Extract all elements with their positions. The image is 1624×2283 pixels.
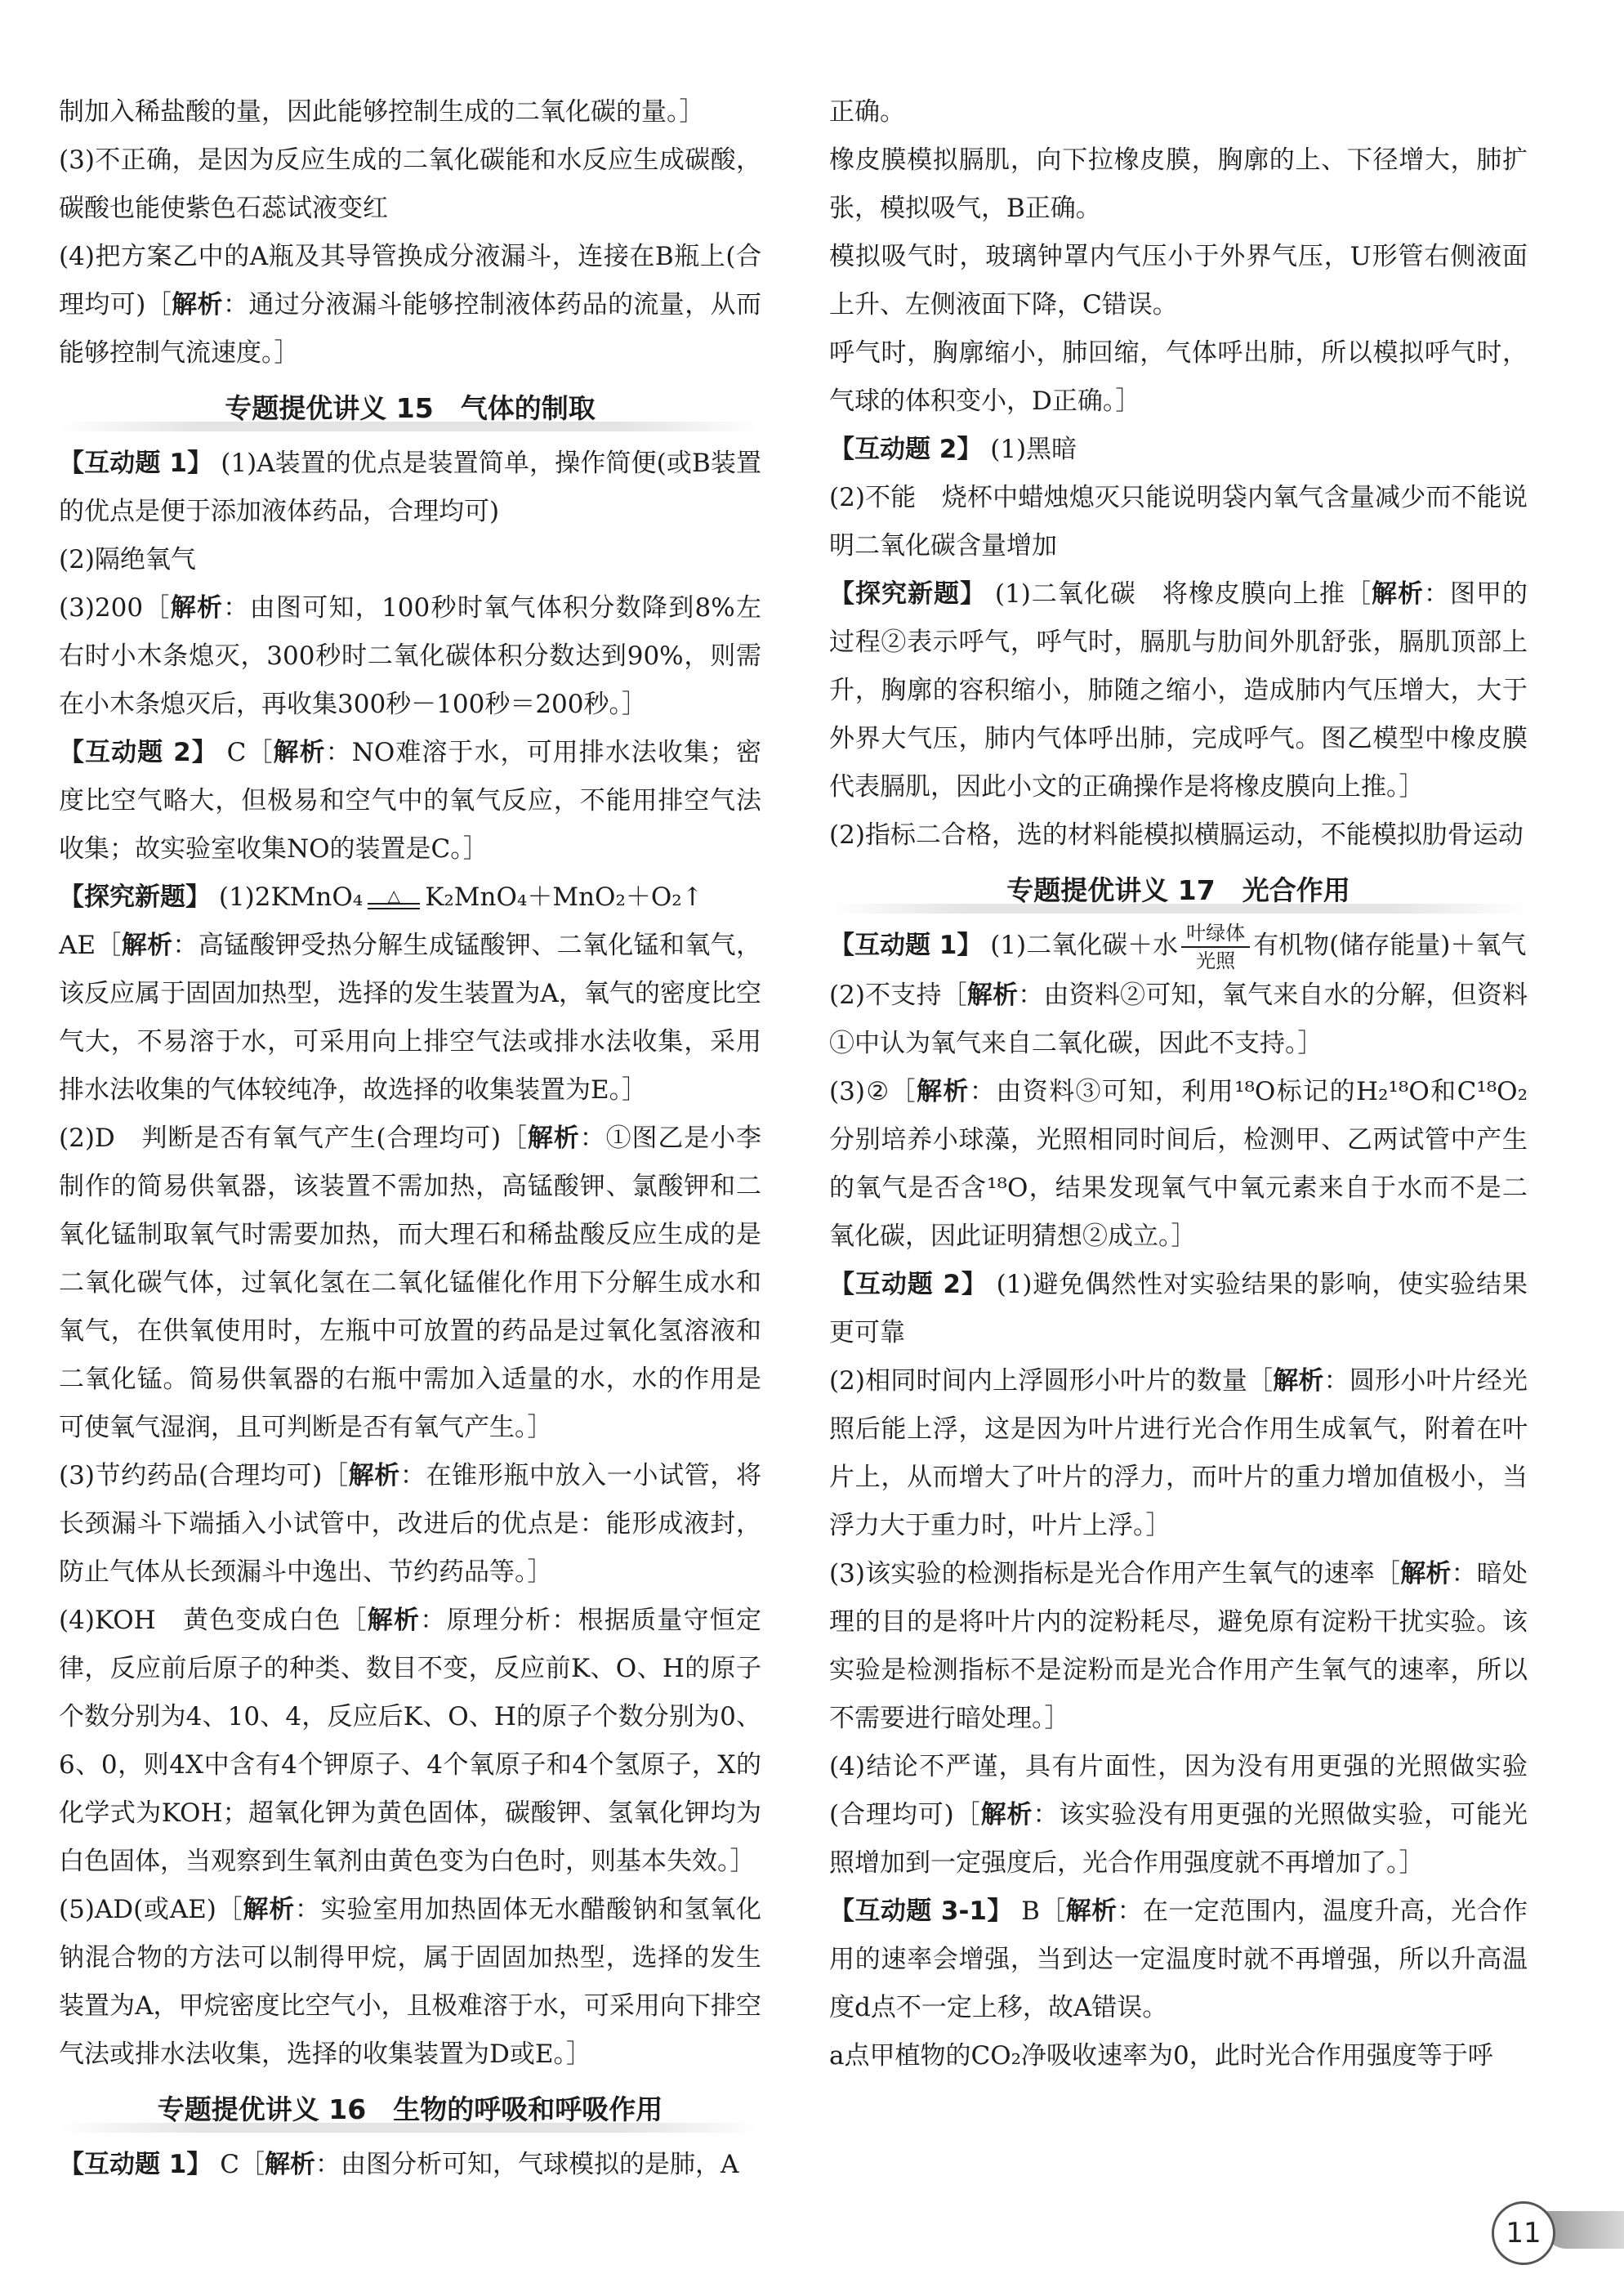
- heating-condition: [368, 885, 420, 909]
- analysis-label: 解析: [527, 1124, 580, 1153]
- answer-paragraph: [829, 474, 1528, 570]
- analysis-text: ：在一定范围内，温度升高，光合作用的速率会增强，当到达一定温度时就不再增强，所以升高温度d点不一定上移，故A错误。: [829, 1896, 1528, 2022]
- answer-text: (4)结论不严谨，具有片面性，因为没有用更强的光照做实验(合理均可)［: [829, 1751, 1528, 1830]
- analysis-label: 解析: [121, 931, 173, 960]
- answer-text: (2)隔绝氧气: [59, 545, 196, 574]
- analysis-text: ：由资料③可知，利用¹⁸O标记的H₂¹⁸O和C¹⁸O₂分别培养小球藻，光照相同时间后，检测甲、乙两试管中产生的氧气是否含¹⁸O，结果发现氧气中氧元素来自于水而不是二氧化碳，因此证明猜想②成立。］: [829, 1076, 1528, 1251]
- answer-paragraph: [829, 329, 1528, 426]
- section-heading: 专题提优讲义 15 气体的制取: [59, 382, 761, 435]
- answer-paragraph: [59, 1886, 761, 2079]
- answer-text: (1)黑暗: [982, 435, 1077, 464]
- analysis-label: 解析: [966, 980, 1019, 1010]
- answer-text: 模拟吸气时，玻璃钟罩内气压小于外界气压，U形管右侧液面上升、左侧液面下降，C错误。: [829, 242, 1528, 319]
- analysis-label: 解析: [264, 2150, 315, 2179]
- analysis-label: 解析: [1065, 1896, 1118, 1926]
- equation-products: K₂MnO₄＋MnO₂＋O₂↑: [425, 882, 703, 912]
- answer-text: (3)200［: [59, 593, 171, 623]
- question-label: 【互动题 3-1】: [829, 1896, 1013, 1926]
- analysis-text: ：NO难溶于水，可用排水法收集；密度比空气略大，但极易和空气中的氧气反应，不能用排空气法收集；故实验室收集NO的装置是C。］: [59, 738, 762, 864]
- question-label: 【探究新题】: [59, 882, 211, 912]
- analysis-label: 解析: [243, 1895, 295, 1924]
- analysis-label: 解析: [170, 593, 224, 623]
- question-label: 【互动题 2】: [59, 738, 218, 767]
- answer-paragraph: [829, 136, 1528, 233]
- answer-paragraph: [829, 922, 1528, 972]
- analysis-text: ：高锰酸钾受热分解生成锰酸钾、二氧化锰和氧气，该反应属于固固加热型，选择的发生装置为A，氧气的密度比空气大，不易溶于水，可采用向上排空气法或排水法收集，采用排水法收集的气体较纯净，故选择的收集装置为E。］: [59, 931, 762, 1105]
- analysis-label: 解析: [367, 1606, 421, 1635]
- analysis-text: ：通过分液漏斗能够控制液体药品的流量，从而能够控制气流速度。］: [59, 290, 762, 368]
- analysis-text: ：圆形小叶片经光照后能上浮，这是因为叶片进行光合作用生成氧气，附着在叶片上，从而增大了叶片的浮力，而叶片的重力增加值极小，当浮力大于重力时，叶片上浮。］: [829, 1365, 1528, 1540]
- answer-text: (3)节约药品(合理均可)［: [59, 1461, 349, 1490]
- analysis-text: ：由图可知，100秒时氧气体积分数降到8%左右时小木条熄灭，300秒时二氧化碳体积分数达到90%，则需在小木条熄灭后，再收集300秒－100秒＝200秒。］: [59, 593, 762, 719]
- analysis-text: ：暗处理的目的是将叶片内的淀粉耗尽，避免原有淀粉干扰实验。该实验是检测指标不是淀粉而是光合作用产生氧气的速率，所以不需要进行暗处理。］: [829, 1558, 1528, 1733]
- condition-bottom: 光照: [1196, 949, 1236, 972]
- analysis-text: ：①图乙是小李制作的简易供氧器，该装置不需加热，高锰酸钾、氯酸钾和二氧化锰制取氧气时需要加热，而大理石和稀盐酸反应生成的是二氧化碳气体，过氧化氢在二氧化锰催化作用下分解生成水和氧气，在供氧使用时，左瓶中可放置的药品是过氧化氢溶液和二氧化锰。简易供氧器的右瓶中需加入适量的水，水的作用是可使氧气湿润，且可判断是否有氧气产生。］: [59, 1124, 762, 1442]
- answer-text: 橡皮膜模拟膈肌，向下拉橡皮膜，胸廓的上、下径增大，肺扩张，模拟吸气，B正确。: [829, 145, 1528, 223]
- answer-paragraph: [59, 440, 761, 536]
- answer-text: AE［: [59, 931, 122, 960]
- analysis-label: 解析: [273, 738, 326, 767]
- answer-text: (4)KOH 黄色变成白色［: [59, 1606, 368, 1635]
- answer-paragraph: [59, 88, 761, 136]
- answer-text: (3)该实验的检测指标是光合作用产生氧气的速率［: [829, 1558, 1401, 1588]
- answer-text: (1)A装置的优点是装置简单，操作简便(或B装置的优点是便于添加液体药品，合理均可): [59, 449, 761, 526]
- answer-paragraph: [829, 972, 1528, 1068]
- answer-text: 正确。: [829, 97, 905, 127]
- answer-paragraph: [59, 536, 761, 584]
- analysis-text: ：该实验没有用更强的光照做实验，可能光照增加到一定强度后，光合作用强度就不再增加了。］: [829, 1799, 1528, 1878]
- analysis-text: ：图甲的过程②表示呼气，呼气时，膈肌与肋间外肌舒张，膈肌顶部上升，胸廓的容积缩小，肺随之缩小，造成肺内气压增大，大于外界大气压，肺内气体呼出肺，完成呼气。图乙模型中橡皮膜代表膈肌，因此小文的正确操作是将橡皮膜向上推。］: [829, 579, 1528, 802]
- question-label: 【互动题 1】: [59, 449, 213, 478]
- answer-text: 呼气时，胸廓缩小，肺回缩，气体呼出肺，所以模拟呼气时，气球的体积变小，D正确。］: [829, 338, 1528, 416]
- answer-text: (5)AD(或AE)［: [59, 1895, 243, 1924]
- answer-text: (1)二氧化碳 将橡皮膜向上推［: [986, 579, 1372, 609]
- analysis-label: 解析: [980, 1799, 1033, 1830]
- answer-paragraph: [829, 1743, 1528, 1888]
- answer-paragraph: [829, 1357, 1528, 1550]
- analysis-text: ：由资料②可知，氧气来自水的分解，但资料①中认为氧气来自二氧化碳，因此不支持。］: [829, 980, 1528, 1058]
- question-label: 【互动题 2】: [829, 1269, 988, 1299]
- answer-paragraph: [829, 2032, 1528, 2080]
- analysis-text: ：原理分析：根据质量守恒定律，反应前后原子的种类、数目不变，反应前K、O、H的原子个数分别为4、10、4，反应后K、O、H的原子个数分别为0、6、0，则4X中含有4个钾原子、4个氧原子和4个氢原子，X的化学式为KOH；超氧化钾为黄色固体，碳酸钾、氢氧化钾均为白色固体，当观察到生氧剂由黄色变为白色时，则基本失效。］: [59, 1606, 762, 1876]
- answer-text: B［: [1012, 1896, 1066, 1926]
- answer-text: C［: [217, 738, 274, 767]
- answer-text: C［: [212, 2150, 265, 2179]
- answer-text: (1)避免偶然性对实验结果的影响，使实验结果更可靠: [829, 1269, 1528, 1347]
- answer-paragraph: [829, 811, 1528, 860]
- section-heading: 专题提优讲义 17 光合作用: [829, 865, 1528, 917]
- analysis-label: 解析: [348, 1461, 400, 1490]
- section-heading: 专题提优讲义 16 生物的呼吸和呼吸作用: [59, 2084, 761, 2136]
- answer-paragraph: [59, 584, 761, 729]
- page-number: 11: [1492, 2201, 1555, 2265]
- condition-top: 叶绿体: [1181, 923, 1250, 948]
- answer-paragraph: [59, 729, 761, 873]
- answer-paragraph: [59, 233, 761, 378]
- answer-text: (4)把方案乙中的A瓶及其导管换成分液漏斗，连接在B瓶上(合理均可)［: [59, 242, 761, 319]
- reaction-condition: [1181, 923, 1250, 972]
- analysis-text: ：实验室用加热固体无水醋酸钠和氢氧化钠混合物的方法可以制得甲烷，属于固固加热型，选择的发生装置为A，甲烷密度比空气小，且极难溶于水，可采用向下排空气法或排水法收集，选择的收集装置为D或E。］: [59, 1895, 762, 2069]
- answer-text: (2)不能 烧杯中蜡烛熄灭只能说明袋内氧气含量减少而不能说明二氧化碳含量增加: [829, 483, 1528, 561]
- analysis-label: 解析: [172, 290, 223, 319]
- question-label: 【互动题 1】: [59, 2150, 212, 2179]
- answer-text: (2)D 判断是否有氧气产生(合理均可)［: [59, 1124, 528, 1153]
- analysis-label: 解析: [1400, 1558, 1452, 1588]
- answer-paragraph: [829, 233, 1528, 329]
- left-column: [59, 88, 761, 2189]
- answer-text: (3)不正确，是因为反应生成的二氧化碳能和水反应生成碳酸，碳酸也能使紫色石蕊试液变红: [59, 145, 761, 223]
- answer-paragraph: [829, 426, 1528, 474]
- answer-text: (3)②［: [829, 1076, 917, 1106]
- answer-paragraph: [829, 1888, 1528, 2032]
- answer-paragraph: [829, 1068, 1528, 1261]
- answer-paragraph: [59, 873, 761, 1115]
- answer-paragraph: [829, 88, 1528, 136]
- equation-reactants: (1)2KMnO₄: [211, 882, 364, 912]
- analysis-text: ：在锥形瓶中放入一小试管，将长颈漏斗下端插入小试管中，改进后的优点是：能形成液封，防止气体从长颈漏斗中逸出、节约药品等。］: [59, 1461, 762, 1587]
- answer-text: (2)相同时间内上浮圆形小叶片的数量［: [829, 1365, 1274, 1396]
- right-column: [829, 88, 1528, 2080]
- answer-text: (2)不支持［: [829, 980, 967, 1010]
- analysis-label: 解析: [1371, 579, 1424, 609]
- analysis-text: ：由图分析可知，气球模拟的是肺，A: [315, 2150, 739, 2179]
- question-label: 【互动题 2】: [829, 435, 983, 464]
- answer-paragraph: [59, 2141, 761, 2189]
- answer-paragraph: [829, 1550, 1528, 1743]
- answer-paragraph: [829, 1261, 1528, 1357]
- analysis-label: 解析: [916, 1076, 970, 1106]
- question-label: 【探究新题】: [829, 579, 987, 609]
- answer-paragraph: [59, 1115, 761, 1452]
- answer-paragraph: [59, 1452, 761, 1597]
- answer-paragraph: [829, 570, 1528, 811]
- equation-reactants: (1)二氧化碳＋水: [982, 931, 1179, 960]
- question-label: 【互动题 1】: [829, 931, 983, 960]
- equation-products: 有机物(储存能量)＋氧气: [1253, 931, 1527, 960]
- answer-text: (2)指标二合格，选的材料能模拟横膈运动，不能模拟肋骨运动: [829, 820, 1524, 850]
- answer-text: 制加入稀盐酸的量，因此能够控制生成的二氧化碳的量。］: [59, 97, 705, 127]
- analysis-label: 解析: [1273, 1365, 1324, 1396]
- answer-paragraph: [59, 136, 761, 233]
- heating-symbol: △: [387, 885, 400, 905]
- answer-paragraph: [59, 1597, 761, 1886]
- answer-text: a点甲植物的CO₂净吸收速率为0，此时光合作用强度等于呼: [829, 2040, 1493, 2071]
